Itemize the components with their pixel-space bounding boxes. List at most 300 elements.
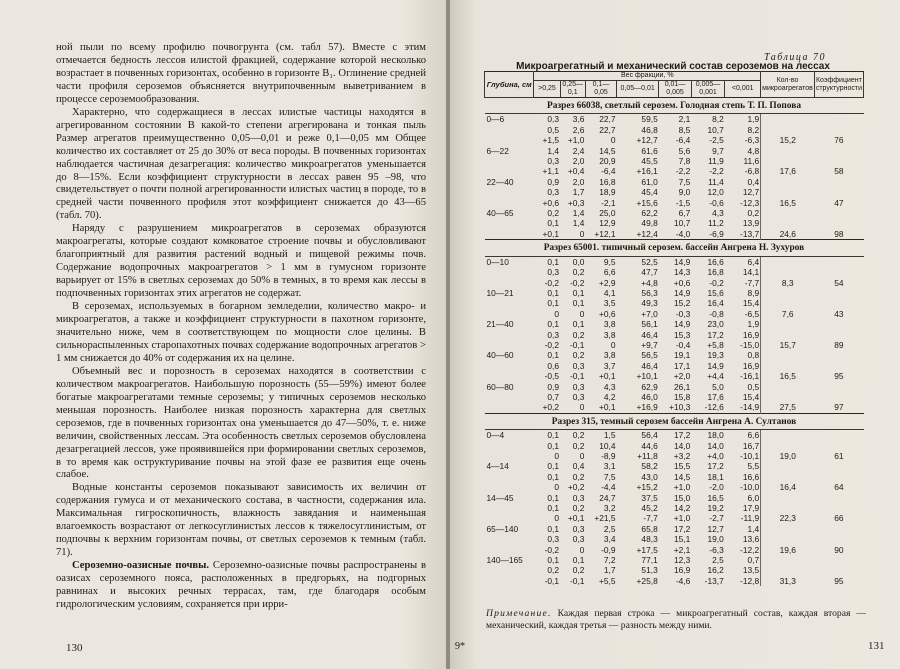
table-cell: -6,5 <box>744 308 760 319</box>
table-cell: 14,9 <box>673 256 691 267</box>
table-label: Таблица 70 <box>764 52 826 63</box>
table-cell: 0,1 <box>572 287 585 298</box>
table-cell: -2,2 <box>709 166 724 177</box>
table-cell: 43 <box>834 308 844 319</box>
depth-cell <box>485 451 534 461</box>
table-cell: -0,9 <box>601 544 616 555</box>
section-title: Разрез 315, темный серозем бассейн Ангрена А. Султанов <box>485 413 864 429</box>
header-fraction: 0,25—0,1 <box>560 81 585 98</box>
table-cell <box>814 177 863 187</box>
table-cell <box>814 461 863 471</box>
table-cell: +4,0 <box>707 451 724 461</box>
table-cell: 13,9 <box>742 218 760 229</box>
table-cell: -10,1 <box>740 451 760 461</box>
table-cell: 11,4 <box>708 176 724 187</box>
depth-cell <box>485 392 534 402</box>
depth-cell: 4—14 <box>486 461 509 472</box>
table-row <box>485 208 864 218</box>
table-cell: 16,9 <box>742 329 760 340</box>
left-page <box>0 0 448 669</box>
table-cell: 19,2 <box>707 503 724 514</box>
table-cell: 17,2 <box>707 461 724 472</box>
table-cell: 0 <box>554 308 559 319</box>
table-cell <box>761 218 815 228</box>
table-cell: 6,6 <box>603 267 616 278</box>
table-cell: 22,7 <box>599 114 616 125</box>
header-fraction-group: Вес фракции, % <box>534 72 761 81</box>
table-cell <box>814 125 863 135</box>
table-cell: 0,1 <box>547 350 559 361</box>
table-cell: 0,1 <box>547 471 559 482</box>
table-cell <box>814 534 863 544</box>
table-cell: 12,0 <box>707 187 724 198</box>
table-cell: 3,4 <box>603 534 616 545</box>
table-cell <box>814 392 863 402</box>
table-cell: 0,4 <box>572 461 585 472</box>
table-cell <box>814 493 863 503</box>
table-cell: 62,2 <box>641 208 658 219</box>
table-row <box>485 177 864 187</box>
table-cell: +7,0 <box>641 308 658 319</box>
table-cell: 16,9 <box>673 565 691 576</box>
table-cell: 0,4 <box>747 176 760 187</box>
table-cell: 0,2 <box>572 503 585 514</box>
table-cell: 5,0 <box>712 381 724 392</box>
table-cell: 12,9 <box>599 218 616 229</box>
table-cell: 0,3 <box>572 523 585 534</box>
table-cell: +3,2 <box>673 451 691 461</box>
table-title: Микроагрегатный и механический состав сероземов на лессах <box>516 61 830 72</box>
table-cell: 0,1 <box>547 523 559 534</box>
table-cell: 10,7 <box>707 124 724 135</box>
table-cell: 0,2 <box>572 329 585 340</box>
table-cell: 0,2 <box>572 350 585 361</box>
table-cell: +0,1 <box>599 402 616 413</box>
table-cell: +0,4 <box>567 166 585 177</box>
depth-cell <box>485 472 534 482</box>
table-cell: 95 <box>834 575 844 586</box>
table-row <box>485 166 864 176</box>
table-cell: 15,5 <box>673 461 691 472</box>
table-cell: 2,5 <box>603 523 616 534</box>
table-cell <box>814 350 863 360</box>
table-cell: +1,1 <box>542 166 559 177</box>
table-cell: 4,8 <box>747 145 760 156</box>
table-cell: 45,5 <box>641 156 658 167</box>
table-cell: 17,6 <box>707 391 724 402</box>
table-cell: 4,3 <box>712 208 724 219</box>
table-row <box>485 187 864 197</box>
table-cell: 76 <box>834 135 844 146</box>
table-cell: +15,6 <box>636 197 658 208</box>
table-cell: 0,3 <box>547 114 559 125</box>
table-cell: 19,0 <box>707 534 724 545</box>
table-cell: -4,6 <box>675 575 691 586</box>
table-cell: 2,6 <box>572 124 585 135</box>
run-in-heading: Сероземно-оазисные почвы. <box>72 560 210 572</box>
table-cell <box>761 125 815 135</box>
table-cell: 14,5 <box>599 145 616 156</box>
table-cell: 2,1 <box>678 114 691 125</box>
depth-cell <box>485 513 534 523</box>
table-cell: +0,1 <box>599 371 616 382</box>
table-cell <box>814 382 863 392</box>
table-cell <box>814 208 863 218</box>
table-cell: 0 <box>554 513 559 524</box>
table-cell: +2,0 <box>673 371 691 382</box>
table-row <box>485 524 864 534</box>
depth-cell <box>485 576 534 586</box>
table-cell <box>814 555 863 565</box>
table-cell: 1,4 <box>547 145 559 156</box>
paragraph: Водные константы сероземов показывают зависимость их величин от содержания гумуса и от механического состава, в частности, содержания ила. Максимальная гигроскопичность, влажность завядания и наименьшая влагоемкость возрастают от легкосуглинистых лессов к тяжелосуглинистым, от подпочвы к верхним горизонтам почвы, от светлых сероземов к темным (табл. 71). <box>56 482 426 559</box>
table-cell: 14,2 <box>673 503 691 514</box>
table-cell: 4,1 <box>603 287 616 298</box>
table-cell: 59,5 <box>641 114 658 125</box>
table-cell: 65,8 <box>641 523 658 534</box>
table-cell: -6,4 <box>675 135 691 146</box>
table-row <box>485 493 864 503</box>
table-cell: 16,4 <box>761 482 815 492</box>
table-cell: 1,4 <box>572 218 585 229</box>
table-cell: -8,9 <box>601 451 616 461</box>
table-body <box>485 98 864 587</box>
table-cell: 2,5 <box>712 555 724 566</box>
table-cell: 11,6 <box>743 156 760 167</box>
table-cell: 58,2 <box>641 461 658 472</box>
table-cell: 7,2 <box>603 555 616 566</box>
table-cell: -0,1 <box>570 339 585 350</box>
table-cell <box>814 503 863 513</box>
table-cell: 12,7 <box>742 187 760 198</box>
table-cell: 0,5 <box>547 124 559 135</box>
table-cell: +0,1 <box>567 513 585 524</box>
header-fraction: 0,005—0,001 <box>691 81 724 98</box>
table-cell: -6,8 <box>744 166 760 177</box>
table-cell: 0,1 <box>547 555 559 566</box>
table-cell: 0 <box>610 135 616 146</box>
table-cell: 0,9 <box>547 176 559 187</box>
table-cell: 3,5 <box>603 298 616 309</box>
table-row <box>485 576 864 586</box>
table-cell: -7,7 <box>744 277 760 288</box>
table-cell <box>761 382 815 392</box>
table-cell <box>814 187 863 197</box>
table-cell: 23,0 <box>707 319 724 330</box>
section-title-row <box>485 240 864 256</box>
table-cell: -15,0 <box>740 339 760 350</box>
table-row <box>485 340 864 350</box>
table-cell: +2,1 <box>673 544 691 555</box>
table-row <box>485 392 864 402</box>
table-cell: 7,8 <box>678 156 691 167</box>
table-cell <box>814 330 863 340</box>
table-cell: 6,7 <box>678 208 691 219</box>
table-row <box>485 361 864 371</box>
table-cell: 19,6 <box>761 545 815 555</box>
depth-cell <box>485 156 534 166</box>
table-row <box>485 472 864 482</box>
table-cell: 0 <box>579 228 585 239</box>
table-cell: 95 <box>834 371 844 382</box>
paragraph: ной пыли по всему профилю почвогрунта (см. табл 57). Вместе с этим отмечается бедность лессов илистой фракцией, содержание которой несколько возрастает в почвенных горизонтах, особенно в горизонте B₁. Оглинение средней части профиля сероземов объясняется внутрипочвенным выветриванием в процессе сероземообразования. <box>56 42 426 105</box>
table-cell: 48,3 <box>641 534 658 545</box>
table-cell: 0,3 <box>572 391 585 402</box>
table-cell: +2,9 <box>599 277 616 288</box>
table-cell <box>761 267 815 277</box>
table-cell: -12,6 <box>704 402 724 413</box>
table-cell: -13,7 <box>704 575 724 586</box>
table-row <box>485 451 864 461</box>
table-cell: 9,7 <box>712 145 724 156</box>
table-cell: 56,3 <box>641 287 658 298</box>
table-cell <box>761 565 815 575</box>
table-cell: +10,1 <box>636 371 658 382</box>
table-cell: 15,2 <box>673 298 691 309</box>
table-cell: 7,6 <box>761 309 815 319</box>
table-row <box>485 565 864 575</box>
table-cell <box>814 156 863 166</box>
table-row <box>485 146 864 156</box>
table-cell <box>814 565 863 575</box>
header-fraction: 0,05—0,01 <box>617 81 659 98</box>
depth-cell: 65—140 <box>486 523 519 534</box>
table-cell: +25,8 <box>636 575 658 586</box>
header-structure-coef: Коэффициент структурности <box>814 72 863 98</box>
table-cell: 5,5 <box>747 461 760 472</box>
table-cell <box>814 114 863 125</box>
header-fraction: >0,25 <box>534 81 560 98</box>
depth-cell: 60—80 <box>486 381 514 392</box>
table-cell <box>814 267 863 277</box>
paragraph-oasis <box>56 560 426 612</box>
depth-cell <box>485 534 534 544</box>
table-cell: -0,2 <box>709 277 724 288</box>
header-fraction: <0,001 <box>725 81 761 98</box>
table-cell: 56,5 <box>641 350 658 361</box>
depth-cell <box>485 361 534 371</box>
table-cell <box>761 177 815 187</box>
header-fraction: 0,01—0,005 <box>659 81 692 98</box>
table-cell: 1,4 <box>747 523 760 534</box>
table-cell: +1,0 <box>673 482 691 493</box>
table-cell <box>761 330 815 340</box>
table-row <box>485 156 864 166</box>
table-row <box>485 218 864 228</box>
table-row <box>485 461 864 471</box>
table-cell: 49,3 <box>641 298 658 309</box>
table-cell: 14,9 <box>673 287 691 298</box>
table-cell: +0,6 <box>542 197 559 208</box>
table-cell: -12,2 <box>740 544 760 555</box>
table-cell: -0,2 <box>544 544 559 555</box>
table-cell: 16,2 <box>707 565 724 576</box>
table-cell <box>761 146 815 156</box>
table-cell <box>761 392 815 402</box>
table-cell: 16,5 <box>707 492 724 503</box>
table-cell: +1,5 <box>542 135 559 146</box>
table-cell: 0,1 <box>572 298 585 309</box>
table-cell: 1,9 <box>747 319 760 330</box>
table-cell: 0 <box>579 544 585 555</box>
depth-cell <box>485 198 534 208</box>
table-cell: 13,5 <box>742 565 760 576</box>
table-cell: +10,3 <box>669 402 691 413</box>
table-cell: +0,1 <box>542 228 559 239</box>
table-cell: 3,1 <box>603 461 616 472</box>
depth-cell: 6—22 <box>486 145 509 156</box>
table-cell: 0,2 <box>572 430 585 441</box>
table-cell: 0,1 <box>547 218 559 229</box>
left-page-text <box>56 42 426 612</box>
table-cell: 45,2 <box>641 503 658 514</box>
table-cell: 0,2 <box>547 208 559 219</box>
table-cell: 0 <box>554 451 559 461</box>
depth-cell <box>485 340 534 350</box>
depth-cell <box>485 125 534 135</box>
table-cell: 14,1 <box>742 267 760 278</box>
table-row <box>485 309 864 319</box>
table-cell: 18,0 <box>707 430 724 441</box>
table-row <box>485 430 864 441</box>
table-cell: 0,3 <box>547 187 559 198</box>
table-cell: 5,6 <box>678 145 691 156</box>
table-cell: -10,0 <box>740 482 760 493</box>
table-cell: 17,2 <box>707 329 724 340</box>
table-cell: +0,6 <box>673 277 691 288</box>
depth-cell <box>485 565 534 575</box>
table-cell: 16,5 <box>761 198 815 208</box>
table-row <box>485 298 864 308</box>
table-cell: +17,5 <box>636 544 658 555</box>
table-cell: 18,1 <box>707 471 724 482</box>
depth-cell <box>485 482 534 492</box>
table-cell: 0,1 <box>547 319 559 330</box>
table-cell: 8,5 <box>678 124 691 135</box>
depth-cell: 10—21 <box>486 287 514 298</box>
depth-cell <box>485 441 534 451</box>
table-cell: 54 <box>834 277 844 288</box>
table-cell: 8,2 <box>712 114 724 125</box>
table-row <box>485 135 864 145</box>
table-cell: 17,2 <box>673 430 691 441</box>
depth-cell: 0—10 <box>486 256 509 267</box>
table-cell: 10,4 <box>599 440 616 451</box>
table-cell: 15,0 <box>673 492 691 503</box>
table-cell: 1,4 <box>572 208 585 219</box>
table-cell: -4,4 <box>601 482 616 493</box>
depth-cell <box>485 545 534 555</box>
table-cell: 51,3 <box>641 565 658 576</box>
table-cell: 24,7 <box>599 492 616 503</box>
depth-cell <box>485 330 534 340</box>
depth-cell <box>485 187 534 197</box>
table-cell <box>761 114 815 125</box>
table-cell: 11,9 <box>708 156 724 167</box>
table-row <box>485 278 864 288</box>
table-cell: 16,6 <box>742 471 760 482</box>
table-cell: +4,8 <box>641 277 658 288</box>
table-cell: 14,9 <box>673 319 691 330</box>
table-cell: 0,2 <box>547 565 559 576</box>
table-cell <box>761 555 815 565</box>
table-cell: 61,0 <box>641 176 658 187</box>
table-cell: 17,6 <box>761 166 815 176</box>
table-cell <box>761 156 815 166</box>
table-cell: -0,6 <box>709 197 724 208</box>
table-cell <box>761 430 815 441</box>
table-cell: -16,1 <box>740 371 760 382</box>
section-title-row <box>485 413 864 429</box>
table-row <box>485 545 864 555</box>
table-cell: 0,2 <box>572 267 585 278</box>
table-cell: +12,7 <box>636 135 658 146</box>
signature-mark: 9* <box>455 641 465 652</box>
table-cell: 15,4 <box>742 298 760 309</box>
table-cell <box>814 319 863 329</box>
paragraph: Наряду с разрушением микроагрегатов в сероземах образуются макроагрегаты, которые создают комковатое строение почвы и обусловливают благоприятный для развития растений водный и пищевой режимы почв. Содержание водопрочных макроагрегатов > 1 мм в гумусном горизонте варьирует от 15% в светлых сероземах до 50% в темных, в то время как лессы в подпочвенных горизонтах этих агрегатов не содержат. <box>56 223 426 300</box>
section-title-row <box>485 98 864 114</box>
table-cell: 0,3 <box>572 360 585 371</box>
header-micro-count: Кол-во микроагрегатов <box>761 72 815 98</box>
table-cell: -0,3 <box>675 308 691 319</box>
table-row <box>485 114 864 125</box>
paragraph: В сероземах, используемых в богарном земледелии, количество макро- и микроагрегатов, а также и коэффициент структурности в пахотном горизонте, значительно ниже, чем в соответствующем по мощности слое целины. В сильнораспыленных старопахотных почвах содержание водопрочных агрегатов > 1 мм снижается до 40% от содержания их на целине. <box>56 301 426 364</box>
table-cell: 0,3 <box>547 534 559 545</box>
table-cell: -6,9 <box>709 228 724 239</box>
table-cell <box>814 218 863 228</box>
table-cell: 0,1 <box>547 503 559 514</box>
table-cell <box>761 298 815 308</box>
table-cell: -0,2 <box>570 277 585 288</box>
page-number-left: 130 <box>66 642 83 654</box>
table-cell <box>761 503 815 513</box>
page-number-right: 131 <box>868 640 885 652</box>
table-cell: 18,9 <box>599 187 616 198</box>
table-row <box>485 267 864 277</box>
table-cell: 0,9 <box>547 381 559 392</box>
table-cell: 6,6 <box>747 430 760 441</box>
table-cell: 0,1 <box>547 440 559 451</box>
table-cell: 22,7 <box>599 124 616 135</box>
table-cell: 15,8 <box>673 391 691 402</box>
table-cell: -2,7 <box>709 513 724 524</box>
table-cell: 7,5 <box>603 471 616 482</box>
table-cell: 0 <box>579 451 585 461</box>
table-cell: -6,3 <box>709 544 724 555</box>
table-cell: 49,8 <box>641 218 658 229</box>
table-cell: +4,4 <box>707 371 724 382</box>
table-cell <box>814 146 863 156</box>
table-cell: 64 <box>834 482 844 493</box>
header-fraction: 0,1—0,05 <box>585 81 616 98</box>
table-cell <box>814 524 863 534</box>
table-cell: 0,3 <box>547 267 559 278</box>
table-cell: 17,9 <box>742 503 760 514</box>
table-cell: 97 <box>834 402 844 413</box>
table-cell: 22,3 <box>761 513 815 523</box>
table-cell: +0,2 <box>542 402 559 413</box>
depth-cell <box>485 166 534 176</box>
paragraph: Характерно, что содержащиеся в лессах илистые частицы находятся в агрегированном состоянии В какой-то степени агрегирована и тонкая пыль Размер агрегатов преимущественно 0,05—0,01 и реже 0,1—0,05 мм Общее количество их составляет от 25 до 30% от веса породы. В почвенных горизонтах наблюдается частичная дезагрегация: количество микроагрегатов уменьшается до 8—15%. Если коэффициент структурности в лессах равен 95 –98, что свидетельствует о почти полной агрегированности илистых частиц в породе, то в средней части почвенного профиля этот коэффициент снижается до 43—65 (табл. 70). <box>56 106 426 222</box>
table-cell: 31,3 <box>761 576 815 586</box>
table-cell: 0 <box>554 482 559 493</box>
table-cell <box>814 441 863 451</box>
table-cell: -0,8 <box>709 308 724 319</box>
table-cell: -0,1 <box>570 575 585 586</box>
table-cell: 2,0 <box>572 156 585 167</box>
table-70 <box>484 71 864 586</box>
